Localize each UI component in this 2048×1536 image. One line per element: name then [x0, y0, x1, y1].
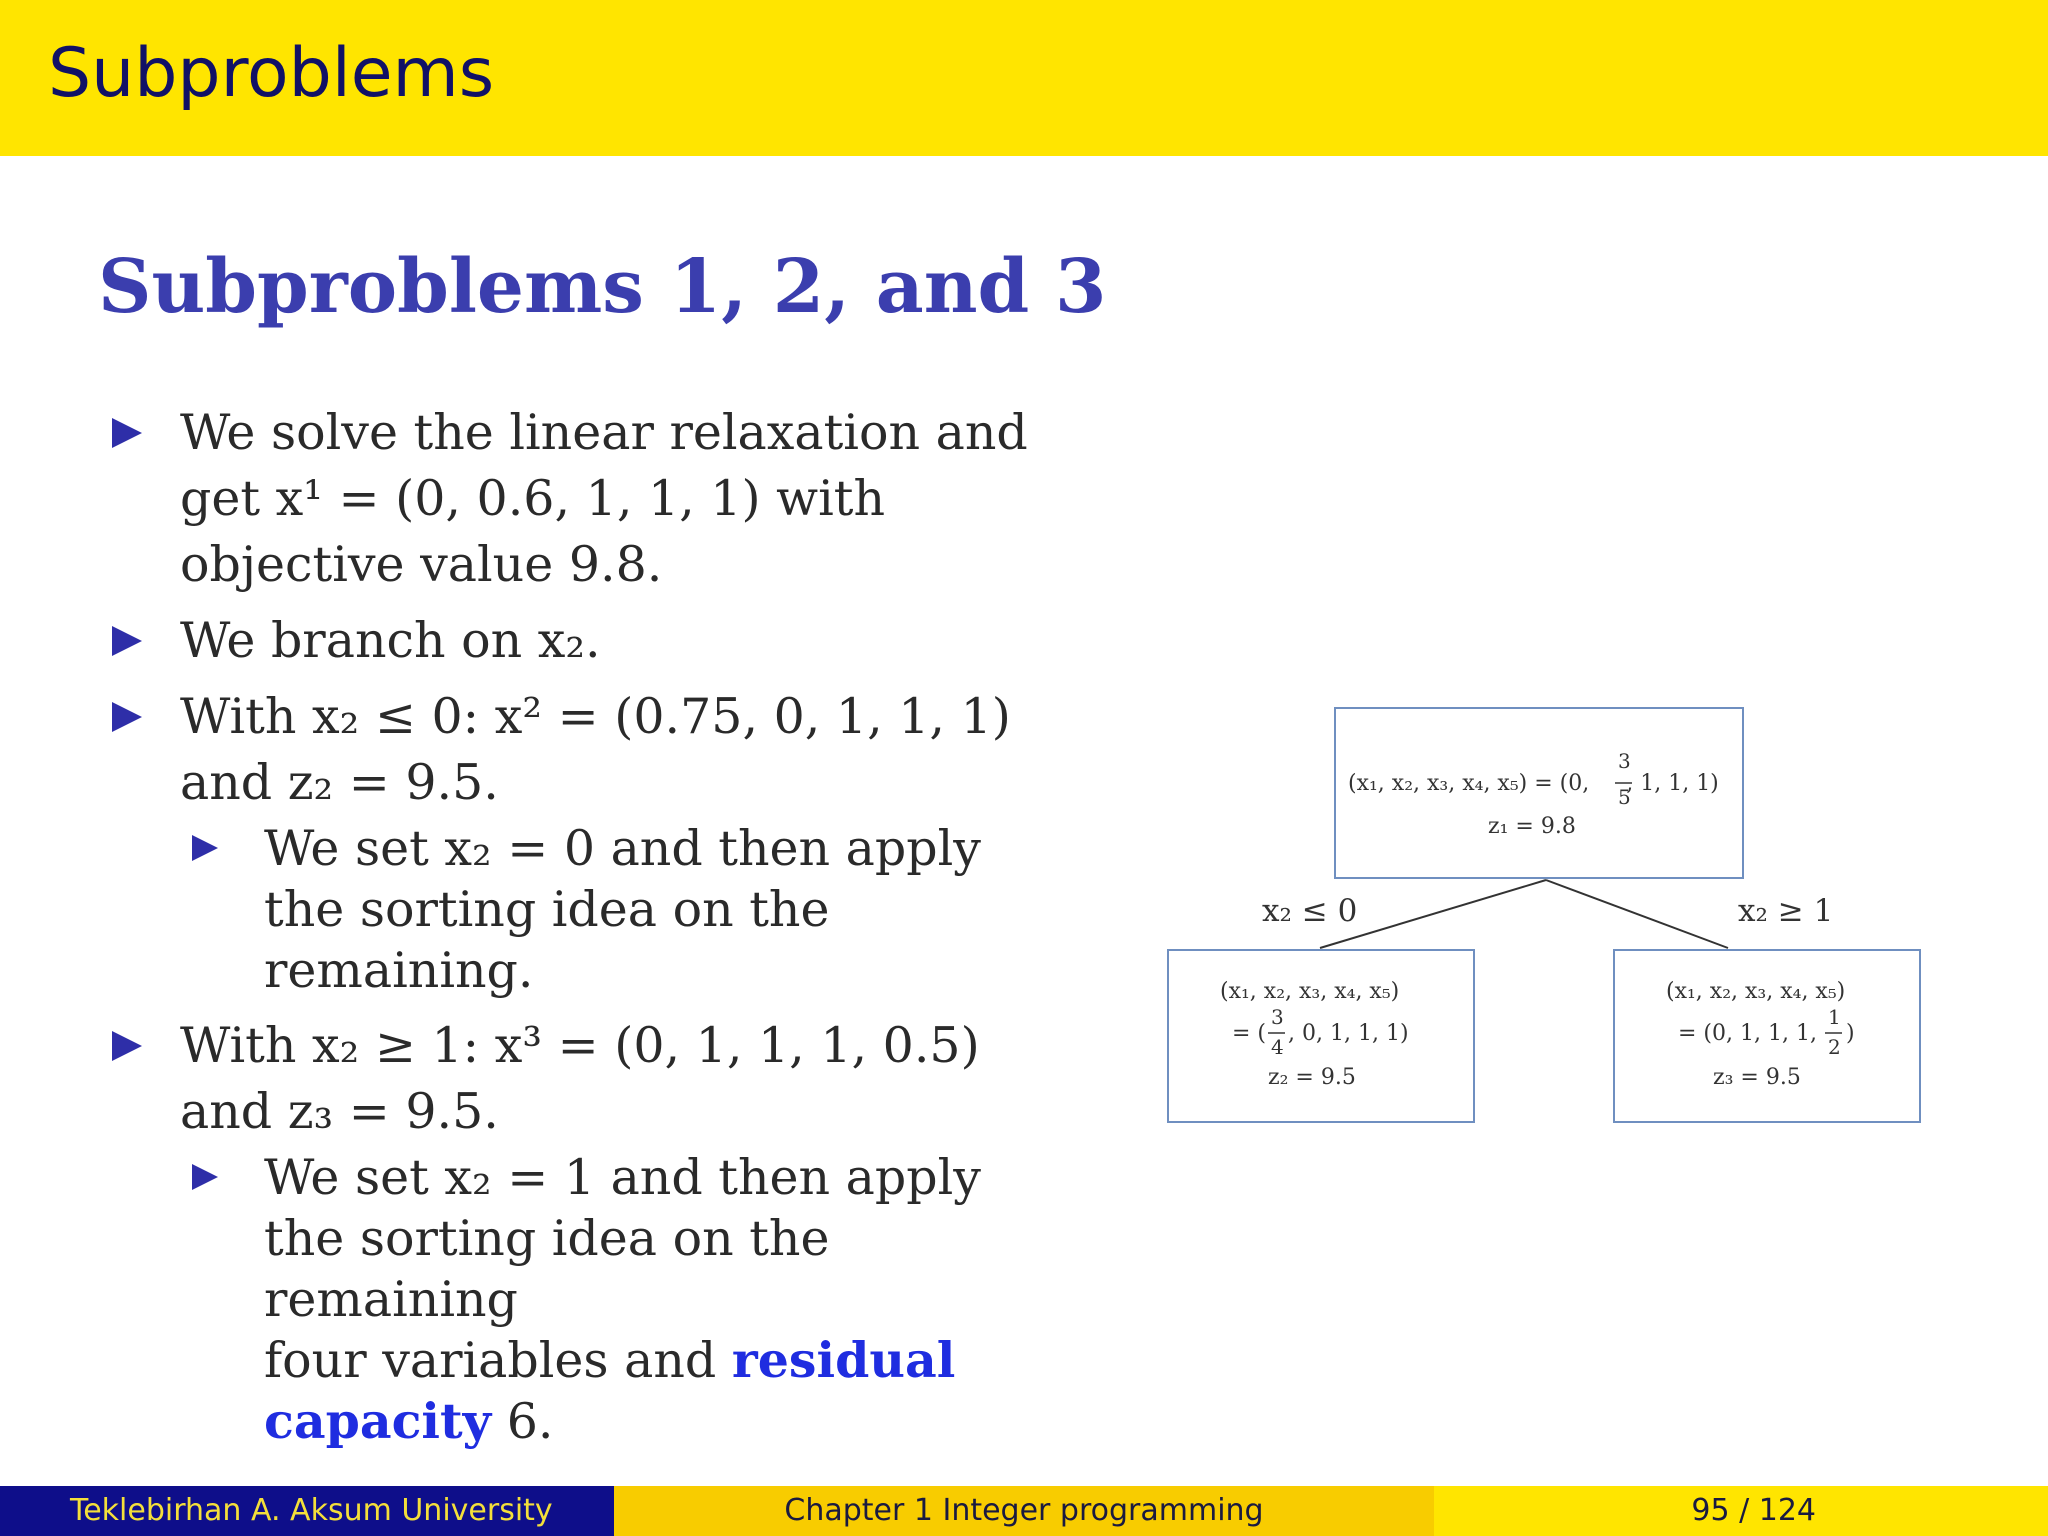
sub-bullet-arrow-icon	[192, 1164, 218, 1190]
right-frac-den: 2	[1828, 1035, 1841, 1059]
bullet-text: We solve the linear relaxation and	[180, 404, 1028, 461]
root-frac-num: 3	[1618, 749, 1631, 773]
sub-bullet-text-part: four variables and	[264, 1332, 732, 1389]
bullet-text: and z₂ = 9.5.	[180, 754, 499, 811]
highlight-residual: residual	[731, 1331, 956, 1389]
bullet-text: objective value 9.8.	[180, 536, 663, 593]
sub-bullet-text: the sorting idea on the	[264, 881, 830, 938]
footer-bar	[0, 1486, 2048, 1536]
bullet-item-branch	[108, 608, 1038, 674]
sub-bullet-set-x2-0	[192, 818, 1038, 1001]
bullet-arrow-icon	[112, 702, 142, 732]
sub-bullet-arrow-icon	[192, 835, 218, 861]
bullet-text: With x₂ ≥ 1: x³ = (0, 1, 1, 1, 0.5)	[180, 1017, 980, 1074]
bullet-item-x2-le-0	[108, 684, 1038, 816]
right-frac-num: 1	[1828, 1005, 1841, 1029]
sub-bullet-set-x2-1	[192, 1147, 1038, 1452]
left-frac-num: 3	[1271, 1005, 1284, 1029]
highlight-capacity: capacity	[264, 1392, 492, 1450]
root-node-z: z₁ = 9.8	[1488, 814, 1576, 839]
sub-bullet-text: remaining.	[264, 942, 534, 999]
root-frac-den: 5	[1618, 785, 1631, 809]
footer-author: Teklebirhan A. Aksum University	[0, 1486, 614, 1536]
bullet-arrow-icon	[112, 1031, 142, 1061]
title-bar	[0, 0, 2048, 156]
sub-bullet-text	[264, 1330, 1038, 1391]
right-node-vars: (x₁, x₂, x₃, x₄, x₅)	[1666, 979, 1846, 1004]
right-node-eq: = (0, 1, 1, 1, )	[1678, 1021, 1855, 1046]
bullet-text: and z₃ = 9.5.	[180, 1083, 499, 1140]
sub-bullet-text-part: 6.	[491, 1393, 554, 1450]
footer-page-number: 95 / 124	[1434, 1486, 2048, 1536]
bullet-item-relaxation	[108, 400, 1038, 598]
sub-bullet-text: We set x₂ = 1 and then apply	[264, 1149, 981, 1206]
bullet-arrow-icon	[112, 418, 142, 448]
frame-title: Subproblems	[48, 34, 495, 113]
left-node-vars: (x₁, x₂, x₃, x₄, x₅)	[1220, 979, 1400, 1004]
bullet-text: We branch on x₂.	[180, 612, 601, 669]
right-edge-label: x₂ ≥ 1	[1738, 893, 1834, 929]
bullet-text: get x¹ = (0, 0.6, 1, 1, 1) with	[180, 470, 886, 527]
right-node-z: z₃ = 9.5	[1713, 1065, 1801, 1090]
bullet-list	[108, 400, 1038, 1464]
slide-heading: Subproblems 1, 2, and 3	[98, 244, 1107, 330]
sub-bullet-text: We set x₂ = 0 and then apply	[264, 820, 981, 877]
root-node-vars: (x₁, x₂, x₃, x₄, x₅) = (0, , 1, 1, 1)	[1348, 771, 1719, 796]
bullet-arrow-icon	[112, 626, 142, 656]
right-edge	[1546, 880, 1728, 948]
bullet-text: With x₂ ≤ 0: x² = (0.75, 0, 1, 1, 1)	[180, 688, 1011, 745]
left-node-z: z₂ = 9.5	[1268, 1065, 1356, 1090]
branch-and-bound-tree	[1160, 700, 1940, 1140]
left-frac-den: 4	[1271, 1035, 1284, 1059]
bullet-item-x2-ge-1	[108, 1013, 1038, 1145]
footer-chapter: Chapter 1 Integer programming	[614, 1486, 1434, 1536]
left-edge-label: x₂ ≤ 0	[1262, 893, 1358, 929]
left-node-eq: = ( , 0, 1, 1, 1)	[1232, 1021, 1409, 1046]
sub-bullet-text: the sorting idea on the remaining	[264, 1210, 830, 1328]
sub-bullet-text	[264, 1391, 1038, 1452]
